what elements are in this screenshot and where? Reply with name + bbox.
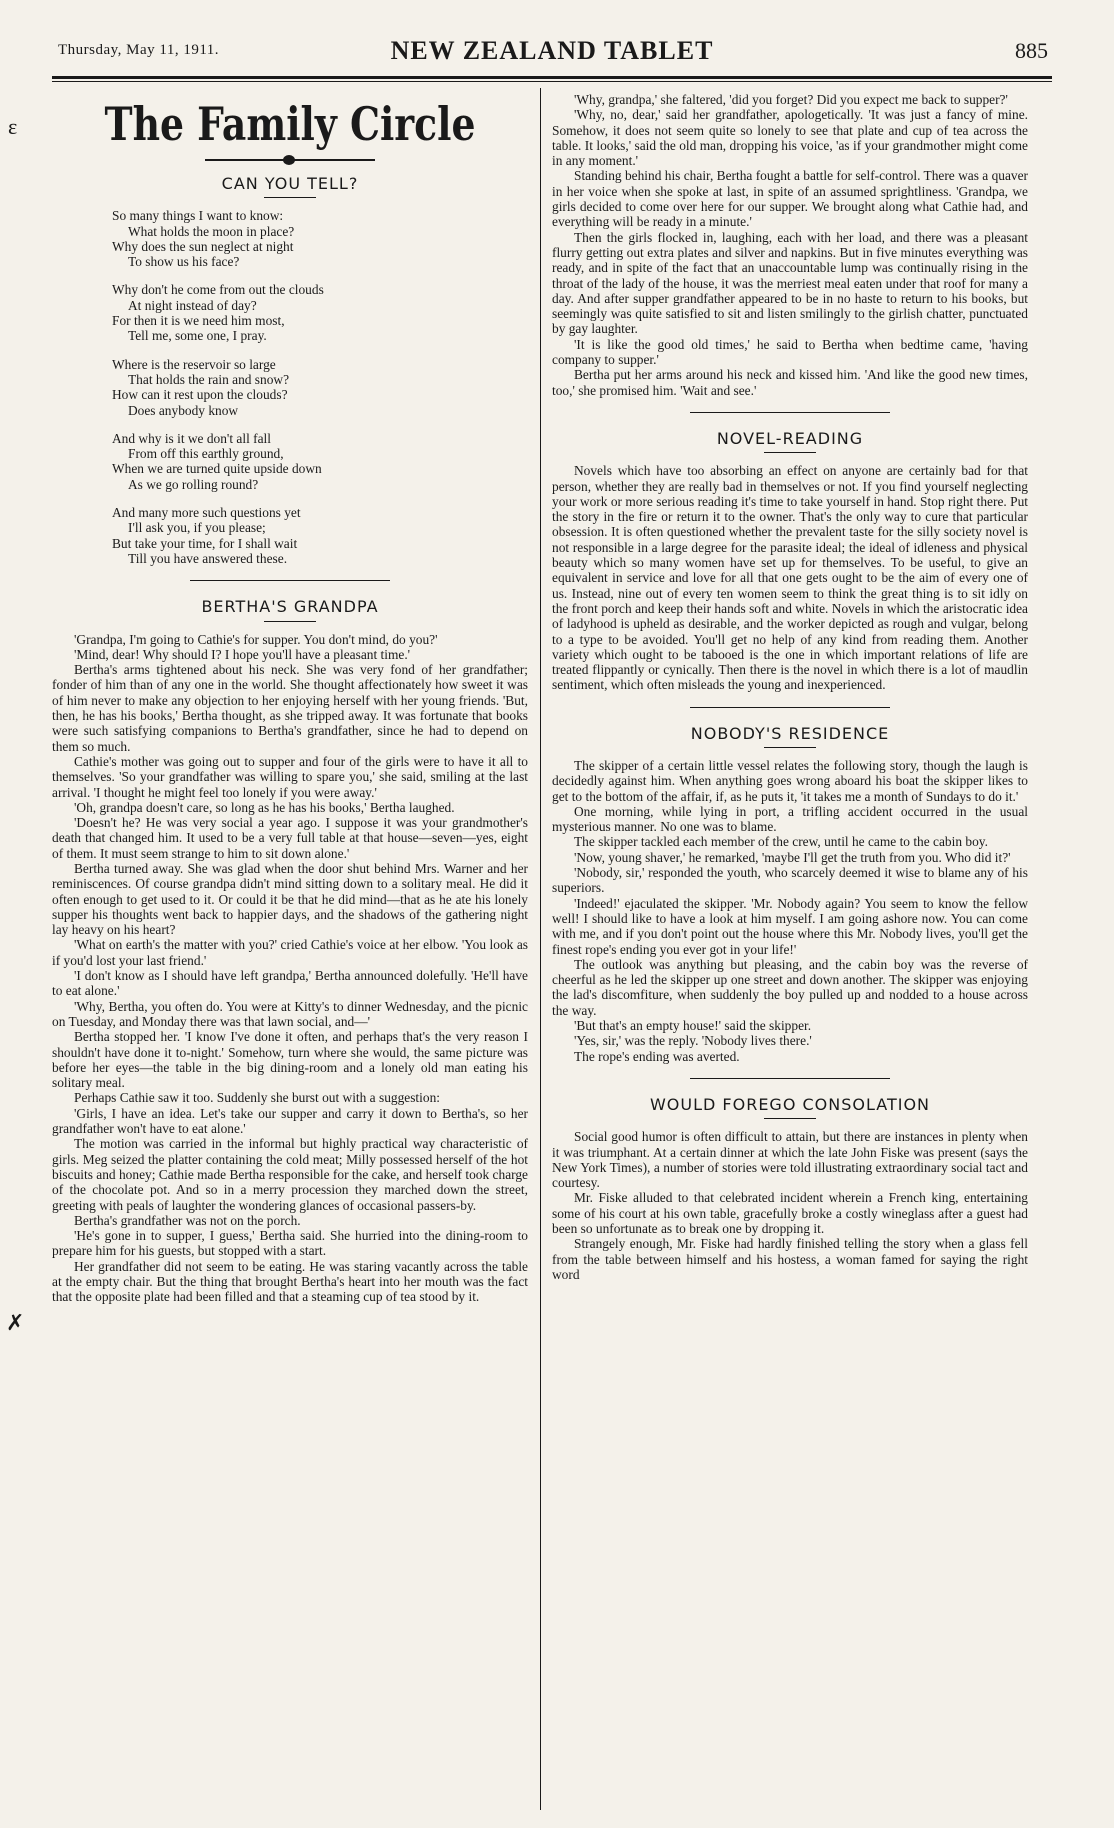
divider	[690, 707, 890, 708]
paragraph: 'Girls, I have an idea. Let's take our supper and carry it down to Bertha's, so her grandfather won't have to eat alone.'	[52, 1105, 528, 1137]
paragraph: 'Nobody, sir,' responded the youth, who scarcely deemed it wise to blame any of his superiors.	[552, 865, 1028, 896]
paragraph: One morning, while lying in port, a trifling accident occurred in the usual mysterious manner. No one was to blame.	[552, 803, 1028, 835]
paragraph: 'Now, young shaver,' he remarked, 'maybe I'll get the truth from you. Who did it?'	[574, 849, 1011, 865]
paragraph: 'Grandpa, I'm going to Cathie's for supper. You don't mind, do you?'	[74, 631, 438, 647]
paragraph: Bertha turned away. She was glad when the door shut behind Mrs. Warner and her reminiscences. Of course grandpa didn't mind sitting down to a solitary meal. He did it often enough to get used to it. Or could it be that he did mind—that as he ate his lonely supper his thoughts went back to happier days, and the shadows of the gathering night lay heavy on his heart?	[52, 860, 528, 938]
paragraph: 'Yes, sir,' was the reply. 'Nobody lives there.'	[574, 1033, 812, 1049]
article-title: NOBODY'S RESIDENCE	[690, 723, 890, 743]
divider	[690, 1078, 890, 1079]
paragraph: The rope's ending was averted.	[574, 1048, 740, 1064]
paragraph: 'Oh, grandpa doesn't care, so long as he has his books,' Bertha laughed.	[74, 799, 455, 815]
poem-line: So many things I want to know:	[112, 208, 284, 224]
poem-stanza	[112, 208, 528, 269]
poem	[52, 208, 528, 566]
paragraph: Perhaps Cathie saw it too. Suddenly she burst out with a suggestion:	[74, 1090, 440, 1106]
paragraph: 'I don't know as I should have left grandpa,' Bertha announced dolefully. 'He'll have to eat alone.'	[52, 968, 528, 999]
poem-title: CAN YOU TELL?	[221, 174, 359, 193]
poem-stanza	[112, 357, 528, 418]
article-body	[552, 1129, 1028, 1282]
section-title: The Family Circle	[104, 97, 476, 151]
page-header	[52, 36, 1052, 68]
paragraph: Cathie's mother was going out to supper and four of the girls were to have it all to themselves. 'So your grandfather was willing to spare you,' she said, smiling at the last arrival. 'I thought he might feel too lonely if you were away.'	[52, 753, 528, 800]
paragraph: Then the girls flocked in, laughing, each with her load, and there was a pleasant flurry getting out extra plates and silver and napkins. But in five minutes everything was ready, and in spite of the fact that an unaccountable lump was continually rising in the throat of the lady of the house, it was the merriest meal eaten under that roof for many a day. And after supper grandfather appeared to be in no haste to return to his books, but seemingly was quite satisfied to sit and listen smilingly to the girlish chatter, punctuated by gay laughter.	[552, 229, 1028, 337]
poem-line: Where is the reservoir so large	[112, 356, 276, 372]
story-body	[52, 632, 528, 1305]
poem-stanza	[112, 505, 528, 566]
paragraph: The skipper of a certain little vessel relates the following story, though the laugh is decidedly against him. When anything goes wrong aboard his boat the skipper likes to get to the bottom of the affair, if, as he puts it, 'it takes me a month of Sundays to do it.'	[552, 757, 1028, 804]
paragraph: Bertha's grandfather was not on the porch.	[74, 1212, 301, 1228]
poem-line: That holds the rain and snow?	[128, 371, 290, 387]
poem-line: Till you have answered these.	[128, 550, 288, 566]
page-number: 885	[1015, 38, 1048, 63]
paragraph: 'What on earth's the matter with you?' cried Cathie's voice at her elbow. 'You look as if you'd lost your last friend.'	[52, 937, 528, 968]
poem-line: As we go rolling round?	[128, 476, 259, 492]
poem-line: At night instead of day?	[128, 297, 257, 313]
paragraph: Bertha's arms tightened about his neck. She was very fond of her grandfather; fonder of him than of any one in the world. She thought affectionately how sweet it was of him never to make any objection to her enjoying herself with her young friends. 'But, then, he has his books,' Bertha thought, as she tripped away. It was fortunate that books were such satisfying companions to Bertha's grandfather, since he had to depend on them so much.	[52, 662, 528, 754]
divider	[690, 412, 890, 413]
issue-date: Thursday, May 11, 1911.	[58, 42, 220, 58]
title-ornament	[205, 156, 375, 164]
margin-mark-icon: ɛ	[8, 114, 18, 139]
divider	[764, 747, 816, 748]
paragraph: 'Why, grandpa,' she faltered, 'did you forget? Did you expect me back to supper?'	[574, 92, 1008, 107]
poem-stanza	[112, 431, 528, 492]
left-column	[52, 92, 528, 1812]
header-rule	[52, 76, 1052, 82]
paragraph: The skipper tackled each member of the crew, until he came to the cabin boy.	[574, 834, 988, 850]
article-body	[552, 758, 1028, 1064]
paragraph: 'Indeed!' ejaculated the skipper. 'Mr. Nobody again? You seem to know the fellow well! I should like to have a look at him myself. I am going ashore now. You can come with me, and if you don't point out the house where this Mr. Nobody lives, you'll get the finest rope's ending you ever got in your life!'	[552, 895, 1028, 957]
paragraph: The motion was carried in the informal but highly practical way characteristic of girls. Meg seized the platter containing the cold meat; Milly possessed herself of the hot biscuits and honey; Cathie made Bertha responsible for the cake, and herself took charge of the chocolate pot. And so in a merry procession they marched down the street, greeting with peals of laughter the wondering glances of occasional passers-by.	[52, 1136, 528, 1213]
poem-line: From off this earthly ground,	[128, 446, 284, 462]
divider	[190, 580, 390, 581]
paragraph: 'He's gone in to supper, I guess,' Bertha said. She hurried into the dining-room to prepare him for his guests, but stopped with a start.	[52, 1228, 528, 1259]
divider	[764, 1118, 816, 1119]
column-divider	[540, 88, 541, 1810]
poem-line: For then it is we need him most,	[112, 313, 285, 329]
poem-stanza	[112, 282, 528, 343]
publication-title: NEW ZEALAND TABLET	[390, 36, 714, 65]
divider	[264, 197, 316, 198]
paragraph: Social good humor is often difficult to attain, but there are instances in plenty when it was triumphant. At a certain dinner at which the late John Fiske was present (says the New York Times), a number of stories were told illustrating extraordinary social tact and courtesy.	[552, 1129, 1028, 1191]
poem-line: And many more such questions yet	[112, 505, 301, 521]
poem-line: But take your time, for I shall wait	[112, 535, 298, 551]
paragraph: 'Mind, dear! Why should I? I hope you'll have a pleasant time.'	[74, 646, 411, 662]
paragraph: 'Doesn't he? He was very social a year ago. I suppose it was your grandmother's death that changed him. It used to be a very full table at that house—seven—yes, eight of them. It must seem strange to him to sit down alone.'	[52, 815, 528, 861]
poem-line: Does anybody know	[128, 402, 239, 418]
paragraph: Bertha put her arms around his neck and kissed him. 'And like the good new times, too,' she promised him. 'Wait and see.'	[552, 367, 1028, 398]
paragraph: The outlook was anything but pleasing, and the cabin boy was the reverse of cheerful as he led the skipper up one street and down another. The skipper was enjoying the lad's discomfiture, when suddenly the boy pulled up and nodded to a house across the way.	[552, 956, 1028, 1018]
poem-line: How can it rest upon the clouds?	[112, 387, 288, 403]
poem-line: What holds the moon in place?	[128, 223, 295, 239]
paragraph: Standing behind his chair, Bertha fought a battle for self-control. There was a quaver in her voice when she spoke at last, in spite of an assumed sprightliness. 'Grandpa, we girls decided to come over here for our supper. We brought along what Cathie had, and everything will be ready in a minute.'	[552, 168, 1028, 230]
paragraph: 'Why, Bertha, you often do. You were at Kitty's to dinner Wednesday, and the picnic on Tuesday, and Monday there was that lawn social, and—'	[52, 998, 528, 1029]
paragraph: 'Why, no, dear,' said her grandfather, apologetically. 'It was just a fancy of mine. Somehow, it does not seem quite so lonely to see that plate and cup of tea across the table. It looks,' said the old man, dropping his voice, 'as if your grandmother might come in any moment.'	[552, 107, 1028, 169]
paragraph: Bertha stopped her. 'I know I've done it often, and perhaps that's the very reason I shouldn't have done it to-night.' Somehow, turn where she would, the same picture was before her eyes—the table in the big dining-room and a lonely old man eating his solitary meal.	[52, 1029, 528, 1091]
poem-line: Why does the sun neglect at night	[112, 238, 294, 254]
poem-line: And why is it we don't all fall	[112, 430, 271, 446]
divider	[264, 621, 316, 622]
paragraph: 'It is like the good old times,' he said to Bertha when bedtime came, 'having company to supper.'	[552, 336, 1028, 368]
article-title: NOVEL-READING	[716, 428, 864, 448]
article-paragraph: Novels which have too absorbing an effect on anyone are certainly bad for that person, whether they are really bad in themselves or not. If you find yourself neglecting your work or more serious reading it's time to take yourself in hand. Stop right there. Put the story in the fire or return it to the owner. That's the only way to cure that particular obsession. It is often questioned whether the prevalent taste for the silly society novel is not responsible in a large degree for the parasite ideal; the ideal of idleness and physical beauty which so many women have set up for themselves. To be useful, to give an equivalent in service and love for all that one gets ought to be the aim of every one of us. Instead, nine out of every ten women seem to think the great thing is to sit idly on the front porch and keep their hands soft and white. Novels in which the aristocratic idea of ladyhood is upheld as desirable, and the worker depicted as rough and vulgar, belong to a type to be avoided. You'll get no help of any kind from reading them. Another variety which ought to be tabooed is the one in which important relations of life are treated flippantly or cynically. Then there is the novel in which there is a lot of maudlin sentiment, which often misleads the young and inexperienced.	[552, 463, 1028, 693]
poem-line: Tell me, some one, I pray.	[128, 328, 267, 344]
article-title: WOULD FOREGO CONSOLATION	[649, 1094, 931, 1114]
divider	[764, 452, 816, 453]
right-column	[552, 92, 1028, 1812]
story-continued	[552, 92, 1028, 398]
poem-line: To show us his face?	[128, 254, 240, 270]
paragraph: Strangely enough, Mr. Fiske had hardly finished telling the story when a glass fell from the table between himself and his hostess, a woman famed for saying the right word	[552, 1236, 1028, 1282]
poem-line: When we are turned quite upside down	[112, 461, 322, 477]
margin-mark-icon: ✗	[6, 1310, 25, 1335]
paragraph: Mr. Fiske alluded to that celebrated incident wherein a French king, entertaining some of his court at his own table, gracefully broke a costly wineglass after a guest had been so unfortunate as to break one by dropping it.	[552, 1190, 1028, 1236]
story-title: BERTHA'S GRANDPA	[201, 597, 379, 617]
paragraph: 'But that's an empty house!' said the skipper.	[574, 1018, 812, 1034]
poem-line: I'll ask you, if you please;	[128, 520, 266, 536]
paragraph: Her grandfather did not seem to be eating. He was staring vacantly across the table at the empty chair. But the thing that brought Bertha's heart into her mouth was the fact that the opposite plate had been filled and that a steaming cup of tea stood by it.	[52, 1258, 528, 1305]
poem-line: Why don't he come from out the clouds	[112, 282, 324, 298]
